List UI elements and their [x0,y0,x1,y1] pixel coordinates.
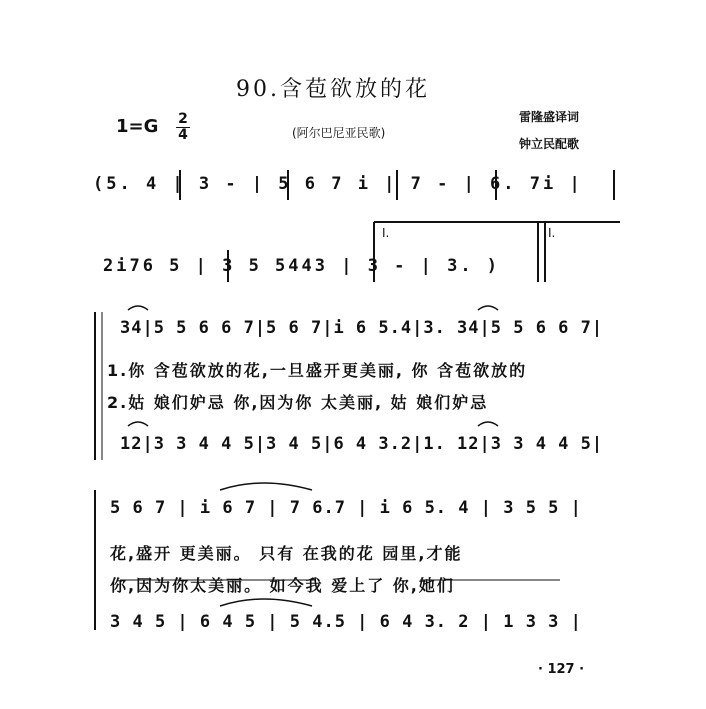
score-system-4-melody: 5 6 7 | i 6 7 | 7 6.7 | i 6 5. 4 | 3 5 5 | [110,498,582,518]
slurs [128,306,498,606]
song-origin: (阿尔巴尼亚民歌) [292,126,386,140]
lyric-verse-1-line-1: 1.你 含苞欲放的花,一旦盛开更美丽, 你 含苞欲放的 [107,361,528,380]
slur [220,599,312,606]
arranger-credit: 钟立民配歌 [519,137,580,151]
lyric-verse-2-line-1: 2.姑 娘们妒忌 你,因为你 太美丽, 姑 娘们妒忌 [107,393,489,412]
score-system-1: (5. 4 | 3 - | 5 6 7 i | 7 - | 6. 7i | [93,174,583,194]
score-system-2: 2i76 5 | 3 5 5443 | 3 - | 3. ) [103,256,501,276]
slur [478,306,498,310]
song-title: 90.含苞欲放的花 [236,77,430,102]
barlines [95,170,620,630]
slur [478,422,498,426]
time-signature-bottom: 4 [176,127,190,143]
page-number: · 127 · [538,662,585,677]
lyric-verse-1-line-2: 花,盛开 更美丽。 只有 在我的花 园里,才能 [110,544,463,563]
lyric-verse-2-line-2: 你,因为你太美丽。 如今我 爱上了 你,她们 [110,576,455,595]
slur [128,306,148,310]
score-system-3-harmony: 12|3 3 4 4 5|3 4 5|6 4 3.2|1. 12|3 3 4 4 5| [120,434,604,454]
time-signature-top: 2 [178,111,188,127]
key-signature: 1=G [116,116,159,137]
score-system-4-harmony: 3 4 5 | 6 4 5 | 5 4.5 | 6 4 3. 2 | 1 3 3 | [110,612,582,632]
volta-second-ending: I. [548,226,556,240]
slur [128,422,148,426]
slur [220,483,312,490]
volta-first-ending: I. [382,226,390,240]
score-system-3-melody: 34|5 5 6 6 7|5 6 7|i 6 5.4|3. 34|5 5 6 6 7| [120,318,604,338]
lyricist-credit: 雷隆盛译词 [519,110,580,124]
